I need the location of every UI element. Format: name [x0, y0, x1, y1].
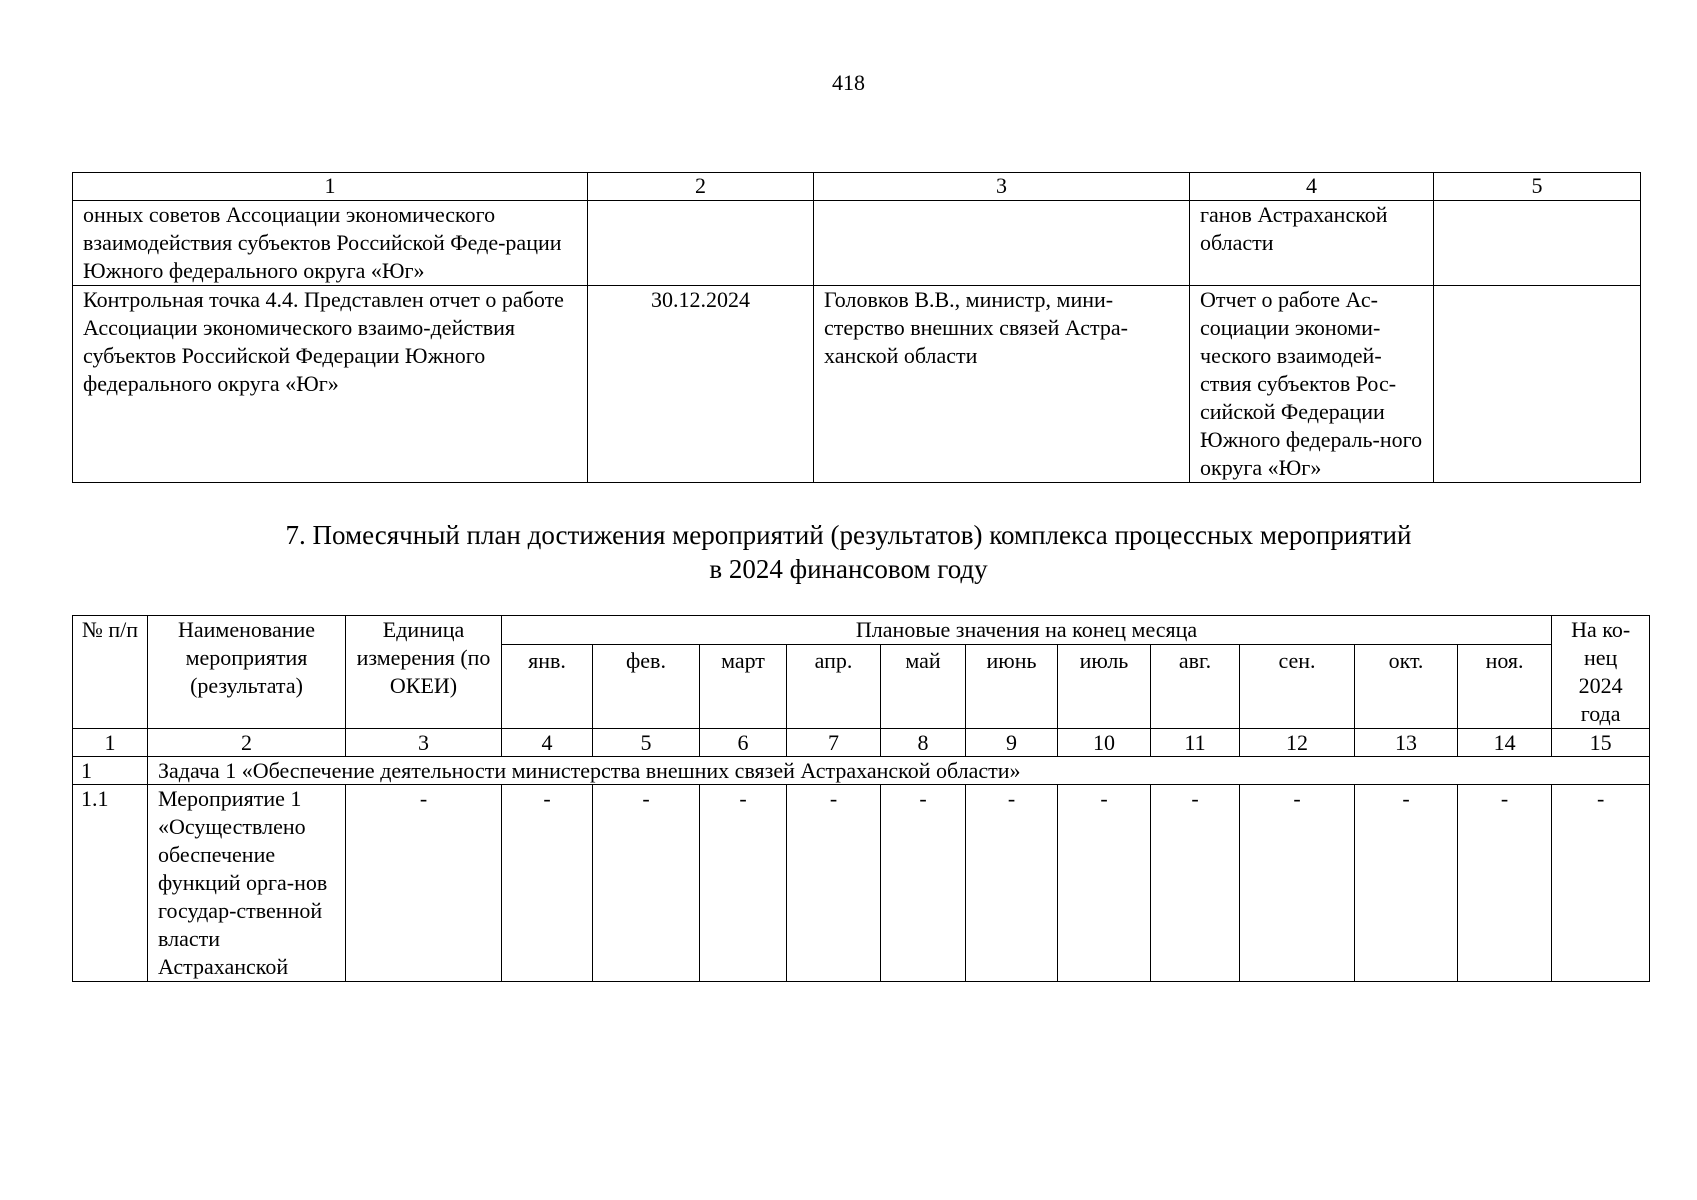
event-row — [73, 785, 1650, 982]
header-planned: Плановые значения на конец месяца — [502, 616, 1552, 645]
column-number: 7 — [787, 729, 881, 757]
month-header: июль — [1058, 645, 1151, 729]
value-cell: - — [966, 785, 1058, 982]
column-number: 1 — [73, 729, 148, 757]
column-number-row — [73, 173, 1641, 201]
value-cell: - — [502, 785, 593, 982]
value-cell: - — [700, 785, 787, 982]
month-header: май — [881, 645, 966, 729]
month-header: янв. — [502, 645, 593, 729]
event-num: 1.1 — [73, 785, 148, 982]
cell-description: Контрольная точка 4.4. Представлен отчет о работе Ассоциации экономического взаимо-действия субъектов Российской Федерации Южного федерального округа «Юг» — [73, 286, 588, 483]
table-row — [73, 201, 1641, 286]
month-header: авг. — [1151, 645, 1240, 729]
column-number: 4 — [502, 729, 593, 757]
column-number: 5 — [1434, 173, 1641, 201]
value-cell: - — [1058, 785, 1151, 982]
value-cell: - — [1240, 785, 1355, 982]
column-number: 8 — [881, 729, 966, 757]
column-number: 2 — [148, 729, 346, 757]
column-number: 10 — [1058, 729, 1151, 757]
value-cell: - — [1151, 785, 1240, 982]
task-row — [73, 757, 1650, 785]
month-header: июнь — [966, 645, 1058, 729]
value-cell: - — [1552, 785, 1650, 982]
column-number: 5 — [593, 729, 700, 757]
value-cell: - — [593, 785, 700, 982]
task-num: 1 — [73, 757, 148, 785]
column-number: 12 — [1240, 729, 1355, 757]
month-header: ноя. — [1458, 645, 1552, 729]
column-number: 4 — [1190, 173, 1434, 201]
continuation-table — [72, 172, 1641, 483]
section-title-line: 7. Помесячный план достижения мероприятий (результатов) комплекса процессных мероприятий — [285, 520, 1412, 550]
cell-responsible — [814, 201, 1190, 286]
cell-date: 30.12.2024 — [588, 286, 814, 483]
column-number: 2 — [588, 173, 814, 201]
column-number: 13 — [1355, 729, 1458, 757]
header-num: № п/п — [73, 616, 148, 729]
cell-extra — [1434, 201, 1641, 286]
header-name: Наименование мероприятия (результата) — [148, 616, 346, 729]
month-header: апр. — [787, 645, 881, 729]
cell-extra — [1434, 286, 1641, 483]
column-number: 6 — [700, 729, 787, 757]
month-header: март — [700, 645, 787, 729]
value-cell: - — [1355, 785, 1458, 982]
column-number: 3 — [814, 173, 1190, 201]
event-name: Мероприятие 1 «Осуществлено обеспечение функций орга-нов государ-ственной власти Астраханской — [148, 785, 346, 982]
column-number-row — [73, 729, 1650, 757]
header-end-of-year: На ко-нец 2024 года — [1552, 616, 1650, 729]
table-row — [73, 286, 1641, 483]
task-text: Задача 1 «Обеспечение деятельности министерства внешних связей Астраханской области» — [148, 757, 1650, 785]
monthly-plan-table — [72, 615, 1650, 982]
column-number: 14 — [1458, 729, 1552, 757]
cell-document: Отчет о работе Ас-социации экономи-ческого взаимодей-ствия субъектов Рос-сийской Федерации Южного федераль-ного округа «Юг» — [1190, 286, 1434, 483]
column-number: 3 — [346, 729, 502, 757]
column-number: 1 — [73, 173, 588, 201]
section-title-line: в 2024 финансовом году — [709, 554, 988, 584]
column-number: 9 — [966, 729, 1058, 757]
cell-responsible: Головков В.В., министр, мини-стерство внешних связей Астра-ханской области — [814, 286, 1190, 483]
page-number: 418 — [832, 70, 865, 95]
month-header: окт. — [1355, 645, 1458, 729]
section-title — [0, 518, 1697, 586]
value-cell: - — [1458, 785, 1552, 982]
value-cell: - — [881, 785, 966, 982]
cell-document: ганов Астраханской области — [1190, 201, 1434, 286]
header-unit: Единица измерения (по ОКЕИ) — [346, 616, 502, 729]
month-header: сен. — [1240, 645, 1355, 729]
header-row — [73, 616, 1650, 645]
column-number: 11 — [1151, 729, 1240, 757]
column-number: 15 — [1552, 729, 1650, 757]
value-cell: - — [787, 785, 881, 982]
cell-description: онных советов Ассоциации экономического взаимодействия субъектов Российской Феде-рации Южного федерального округа «Юг» — [73, 201, 588, 286]
month-header: фев. — [593, 645, 700, 729]
cell-date — [588, 201, 814, 286]
value-cell: - — [346, 785, 502, 982]
